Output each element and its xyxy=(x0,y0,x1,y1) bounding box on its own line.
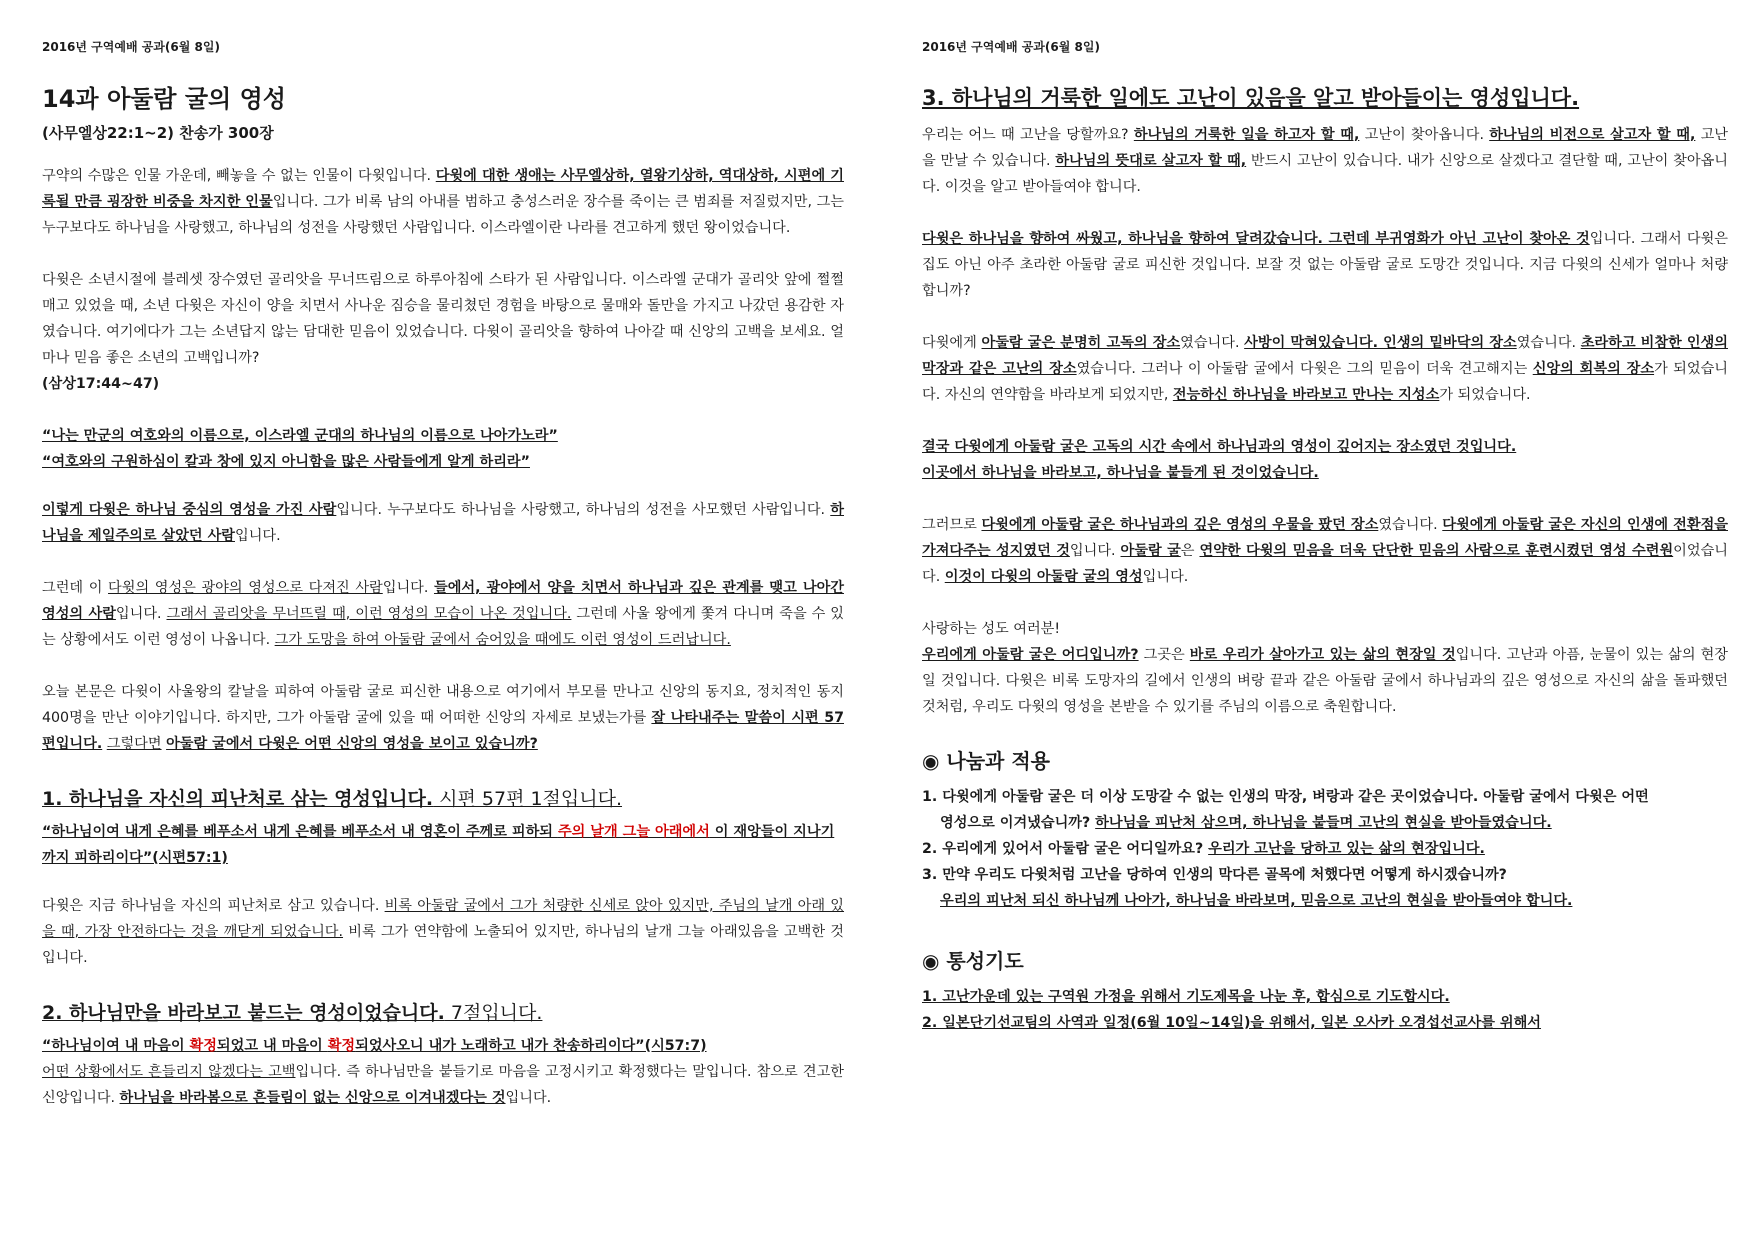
text: 우리는 어느 때 고난을 당할까요? xyxy=(922,127,1134,143)
underline: 다윗의 영성은 광야의 영성으로 다져진 사람 xyxy=(108,580,383,596)
text: 고난을 만날 수 있습니다. xyxy=(922,127,1728,169)
emphasis: 전능하신 하나님을 바라보고 만나는 지성소 xyxy=(1172,387,1440,403)
share-item-3-answer: 우리의 피난처 되신 하나님께 나아가, 하나님을 바라보며, 믿음으로 고난의 현실을 받아들여야 합니다. xyxy=(940,893,1573,909)
god-centered-paragraph xyxy=(42,497,844,549)
share-item-1: 1. 다윗에게 아둘람 굴은 더 이상 도망갈 수 없는 인생의 막장, 벼랑과 같은 곳이었습니다. 아둘람 굴에서 다윗은 어떤 xyxy=(922,789,1649,805)
underline: 하나님을 피난처 삼으며, 하나님을 붙들며 고난의 현실을 받아들였습니다. xyxy=(1095,815,1552,831)
text: 입니다. 그래서 다윗은 집도 아닌 아주 초라한 아둘람 굴로 피신한 것입니다. 보잘 것 없는 아둘람 굴로 도망간 것입니다. 지금 다윗의 신세가 얼마나 처량합니까? xyxy=(922,231,1728,299)
text: 2. 우리에게 있어서 아둘람 굴은 어디일까요? xyxy=(922,841,1209,857)
text: 입니다. xyxy=(1142,569,1189,585)
text: 였습니다. xyxy=(1378,517,1443,533)
emphasis: 다윗에게 아둘람 굴은 하나님과의 깊은 영성의 우물을 팠던 장소 xyxy=(981,517,1379,533)
text: 입니다. 즉 하나님만을 붙들기로 마음을 고정시키고 확정했다는 말입니다. 참으로 견고한 신앙입니다. xyxy=(42,1064,844,1106)
text: 입니다. 고난과 아픔, 눈물이 있는 삶의 현장일 것입니다. 다윗은 비록 도망자의 길에서 인생의 벼랑 끝과 같은 아둘람 굴에서 하나님과의 깊은 영성으로 자신의 삶을 돌파했던 것처럼, 우리도 다윗의 영성을 본받을 수 있기를 주님의 이름으로 축원합니다. xyxy=(922,647,1729,715)
emphasis: 이렇게 다윗은 하나님 중심의 영성을 가진 사람 xyxy=(42,502,337,518)
underline: 그렇다면 xyxy=(106,736,162,752)
text: 사랑하는 성도 여러분! xyxy=(922,621,1061,637)
right-column xyxy=(922,82,1728,1036)
right-page xyxy=(877,0,1754,1240)
share-item-2 xyxy=(922,836,1728,862)
section-1-heading xyxy=(42,783,844,815)
intro-paragraph xyxy=(42,163,844,241)
text: 입니다. 그가 비록 남의 아내를 범하고 충성스러운 장수를 죽이는 큰 범죄를 저질렀지만, 그는 누구보다도 하나님을 사랑했고, 하나님의 성전을 사랑했던 사람입니다. 이스라엘이란 나라를 견고하게 했던 왕이었습니다. xyxy=(42,194,844,236)
fled-paragraph xyxy=(922,226,1728,304)
share-list xyxy=(922,784,1728,914)
text: 였습니다. xyxy=(1516,335,1581,351)
section-2-paragraph xyxy=(42,1059,844,1111)
text: 다윗에게 xyxy=(922,335,982,351)
emphasis: 잘 나타내주는 말씀이 시편 57편입니다. xyxy=(42,710,844,752)
solitude-paragraph xyxy=(922,330,1728,408)
emphasis: 사방이 막혀있습니다. 인생의 밑바닥의 장소 xyxy=(1244,335,1517,351)
emphasis: 다윗에게 아둘람 굴은 자신의 인생에 전환점을 가져다주는 성지였던 것 xyxy=(922,517,1728,559)
red-text: 확정 xyxy=(327,1038,356,1054)
emphasis: 이곳에서 하나님을 바라보고, 하나님을 붙들게 된 것이었습니다. xyxy=(922,465,1319,481)
text: 영성으로 이겨냈습니까? xyxy=(940,815,1096,831)
page-header: 2016년 구역예배 공과(6월 8일) xyxy=(42,40,220,54)
emphasis: 바로 우리가 살아가고 있는 삶의 현장일 것 xyxy=(1189,647,1456,663)
lesson-subtitle: (사무엘상22:1~2) 찬송가 300장 xyxy=(42,124,274,142)
quote-2: “여호와의 구원하심이 칼과 창에 있지 아니함을 많은 사람들에게 알게 하리라” xyxy=(42,454,530,470)
heading-text: 1. 하나님을 자신의 피난처로 삼는 영성입니다. xyxy=(42,788,434,810)
section-1-paragraph xyxy=(42,893,844,971)
text: 였습니다. 그러나 이 아둘람 굴에서 다윗은 그의 믿음이 더욱 견고해지는 xyxy=(1076,361,1533,377)
prayer-item-1: 1. 고난가운데 있는 구역원 가정을 위해서 기도제목을 나눈 후, 합심으로 기도합시다. xyxy=(922,989,1450,1005)
emphasis: 우리에게 아둘람 굴은 어디입니까? xyxy=(922,647,1139,663)
text: 입니다. xyxy=(505,1090,552,1106)
therefore-paragraph xyxy=(922,512,1728,590)
section-2-quote xyxy=(42,1033,844,1059)
underline: 그래서 골리앗을 무너뜨릴 때, 이런 영성의 모습이 나온 것입니다. xyxy=(166,606,572,622)
text: 그런데 이 xyxy=(42,580,109,596)
text: 이 재앙들이 지나기까지 피하리이다”(시편57:1) xyxy=(42,824,835,866)
lesson-title: 14과 아둘람 굴의 영성 xyxy=(42,85,286,113)
text: 그런데 사울 왕에게 쫓겨 다니며 죽을 수 있는 상황에서도 이런 영성이 나옵니다. xyxy=(42,606,844,648)
text: 였습니다. xyxy=(1180,335,1245,351)
text-intro-paragraph xyxy=(42,679,844,757)
text: 비록 그가 연약함에 노출되어 있지만, 하나님의 날개 그늘 아래있음을 고백한 것입니다. xyxy=(42,924,845,966)
prayer-heading: ◉ 통성기도 xyxy=(922,949,1024,973)
text: “하나님이여 내 마음이 xyxy=(42,1038,190,1054)
emphasis: 아둘람 굴에서 다윗은 어떤 신앙의 영성을 보이고 있습니까? xyxy=(166,736,538,752)
emphasis: 하나님의 비전으로 살고자 할 때, xyxy=(1489,127,1696,143)
emphasis: 다윗은 하나님을 향하여 싸웠고, 하나님을 향하여 달려갔습니다. 그런데 부귀영화가 아닌 고난이 찾아온 것 xyxy=(922,231,1590,247)
text: 구약의 수많은 인물 가운데, 빼놓을 수 없는 인물이 다윗입니다. xyxy=(42,168,436,184)
heading-reference: 시편 57편 1절입니다. xyxy=(433,788,623,810)
prayer-item-2: 2. 일본단기선교팀의 사역과 일정(6월 10일~14일)을 위해서, 일본 오사카 오경섭선교사를 위해서 xyxy=(922,1015,1542,1031)
text: 다윗은 소년시절에 블레셋 장수였던 골리앗을 무너뜨림으로 하루아침에 스타가 된 사람입니다. 이스라엘 군대가 골리앗 앞에 쩔쩔 매고 있었을 때, 소년 다윗은 자신이 양을 치면서 사나운 짐승을 물리쳤던 경험을 바탕으로 물매와 돌만을 가지고 나갔던 용감한 자였습니다. 여기에다가 그는 소년답지 않는 담대한 믿음이 있었습니다. 다윗이 골리앗을 향하여 나아갈 때 신앙의 고백을 보세요. 얼마나 믿음 좋은 소년의 고백입니까? xyxy=(42,272,844,366)
underline: 비록 아둘람 굴에서 그가 처량한 신세로 앉아 있지만, 주님의 날개 아래 있을 때, 가장 안전하다는 것을 깨닫게 되었습니다. xyxy=(42,898,845,940)
prayer-list xyxy=(922,984,1728,1036)
text: 그곳은 xyxy=(1138,647,1190,663)
share-item-1-cont xyxy=(922,810,1728,836)
emphasis: 이것이 다윗의 아둘람 굴의 영성 xyxy=(944,569,1143,585)
text: 반드시 고난이 있습니다. 내가 신앙으로 살겠다고 결단할 때, 고난이 찾아옵니다. 이것을 알고 받아들여야 합니다. xyxy=(922,153,1728,195)
red-text: 주의 날개 그늘 아래에서 xyxy=(557,824,710,840)
conclusion-paragraph xyxy=(922,434,1728,486)
red-text: 확정 xyxy=(189,1038,217,1054)
emphasis: 결국 다윗에게 아둘람 굴은 고독의 시간 속에서 하나님과의 영성이 깊어지는 장소였던 것입니다. xyxy=(922,439,1517,455)
text: 이었습니다. xyxy=(922,543,1728,585)
emphasis: 하나님의 뜻대로 살고자 할 때, xyxy=(1055,153,1247,169)
goliath-paragraph xyxy=(42,267,844,397)
exhortation-paragraph xyxy=(922,616,1728,720)
text: “하나님이여 내게 은혜를 베푸소서 내게 은혜를 베푸소서 내 영혼이 주께로 피하되 xyxy=(42,824,558,840)
text: 입니다. xyxy=(115,606,167,622)
text: 되었고 내 마음이 xyxy=(216,1038,328,1054)
left-column xyxy=(42,82,844,1137)
emphasis: 하나님을 제일주의로 살았던 사람 xyxy=(42,502,844,544)
text: 입니다. xyxy=(382,580,434,596)
emphasis: 초라하고 비참한 인생의 막장과 같은 고난의 장소 xyxy=(922,335,1728,377)
emphasis: 들에서, 광야에서 양을 치면서 하나님과 깊은 관계를 맺고 나아간 영성의 사람 xyxy=(42,580,844,622)
section-2-heading xyxy=(42,997,844,1029)
page-header: 2016년 구역예배 공과(6월 8일) xyxy=(922,40,1100,54)
underline: 그가 도망을 하여 아둘람 굴에서 숨어있을 때에도 이런 영성이 드러납니다. xyxy=(274,632,731,648)
underline: 어떤 상황에서도 흔들리지 않겠다는 고백 xyxy=(42,1064,296,1080)
underline: 우리가 고난을 당하고 있는 삶의 현장입니다. xyxy=(1208,841,1485,857)
text: 되었사오니 내가 노래하고 내가 찬송하리이다”(시57:7) xyxy=(355,1038,707,1054)
text: 은 xyxy=(1180,543,1200,559)
quote-1: “나는 만군의 여호와의 이름으로, 이스라엘 군대의 하나님의 이름으로 나아가노라” xyxy=(42,428,558,444)
emphasis: 하나님을 바라봄으로 흔들림이 없는 신앙으로 이겨내겠다는 것 xyxy=(119,1090,506,1106)
text: 고난이 찾아옵니다. xyxy=(1359,127,1490,143)
share-item-3: 3. 만약 우리도 다윗처럼 고난을 당하여 인생의 막다른 골목에 처했다면 어떻게 하시겠습니까? xyxy=(922,867,1507,883)
scripture-reference: (삼상17:44~47) xyxy=(42,376,160,392)
section-1-quote xyxy=(42,819,844,871)
emphasis: 연약한 다윗의 믿음을 더욱 단단한 믿음의 사람으로 훈련시켰던 영성 수련원 xyxy=(1199,543,1674,559)
emphasis: 다윗에 대한 생애는 사무엘상하, 열왕기상하, 역대상하, 시편에 기록될 만큼 굉장한 비중을 차지한 인물 xyxy=(42,168,844,210)
emphasis: 아둘람 굴 xyxy=(1120,543,1181,559)
text: 입니다. xyxy=(235,528,281,544)
text: 그러므로 xyxy=(922,517,982,533)
text: 가 되었습니다. xyxy=(1439,387,1531,403)
text: 입니다. 누구보다도 하나님을 사랑했고, 하나님의 성전을 사모했던 사람입니다. xyxy=(336,502,831,518)
emphasis: 아둘람 굴은 분명히 고독의 장소 xyxy=(981,335,1181,351)
text: 입니다. xyxy=(1069,543,1121,559)
wilderness-paragraph xyxy=(42,575,844,653)
text: 다윗은 지금 하나님을 자신의 피난처로 삼고 있습니다. xyxy=(42,898,385,914)
suffering-paragraph xyxy=(922,122,1728,200)
section-3-heading: 3. 하나님의 거룩한 일에도 고난이 있음을 알고 받아들이는 영성입니다. xyxy=(922,86,1580,110)
emphasis: 신앙의 회복의 장소 xyxy=(1532,361,1655,377)
share-heading: ◉ 나눔과 적용 xyxy=(922,749,1050,773)
text: 오늘 본문은 다윗이 사울왕의 칼날을 피하여 아둘람 굴로 피신한 내용으로 여기에서 부모를 만나고 신앙의 동지요, 정치적인 동지 400명을 만난 이야기입니다. 하지만, 그가 아둘람 굴에 있을 때 어떠한 신앙의 자세로 보냈는가를 xyxy=(42,684,844,726)
emphasis: 하나님의 거룩한 일을 하고자 할 때, xyxy=(1133,127,1360,143)
text: 가 되었습니다. 자신의 연약함을 바라보게 되었지만, xyxy=(922,361,1729,403)
heading-text: 2. 하나님만을 바라보고 붙드는 영성이었습니다. xyxy=(42,1002,445,1024)
heading-reference: 7절입니다. xyxy=(444,1002,543,1024)
